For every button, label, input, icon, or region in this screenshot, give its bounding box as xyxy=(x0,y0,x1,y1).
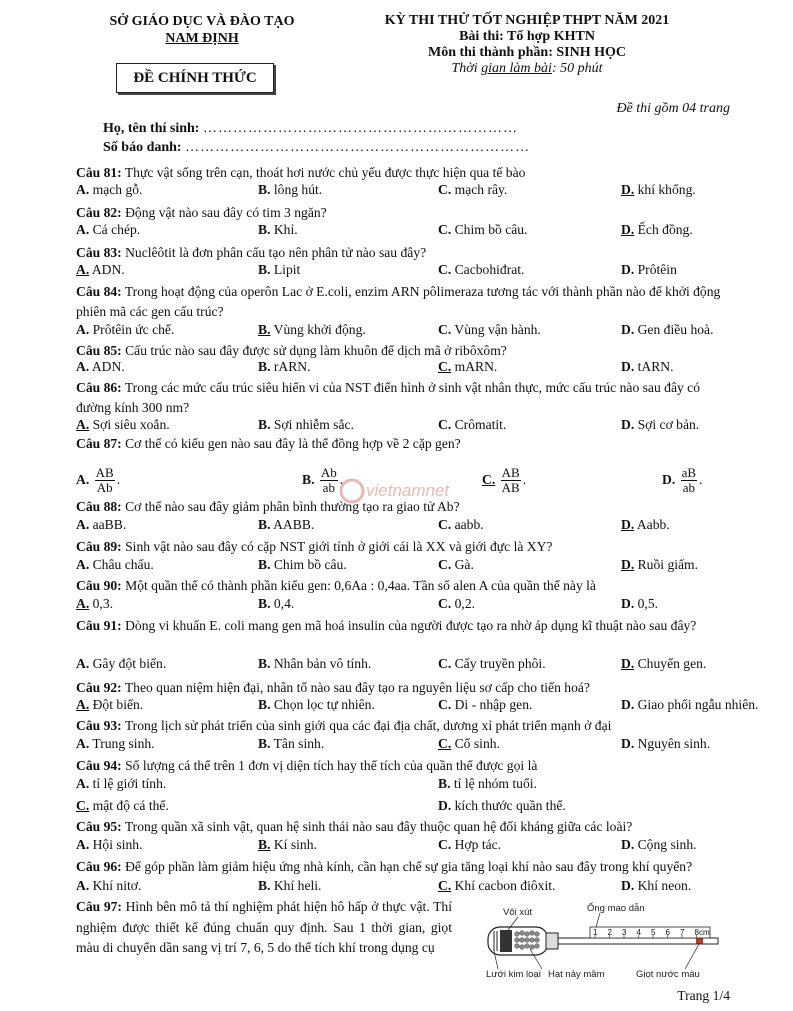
question xyxy=(76,716,736,736)
question-text: Cấu trúc nào sau đây được sử dụng làm khuôn để dịch mã ở ribôxôm? xyxy=(121,343,507,358)
fraction-denominator: ab xyxy=(322,480,335,496)
question-text: Trong các mức cấu trúc siêu hiển vi của NST điển hình ở sinh vật nhân thực, mức cấu trúc nào sau đây có đường kính 300 nm? xyxy=(76,380,701,415)
option-letter: C. xyxy=(438,417,452,432)
option-letter: C. xyxy=(438,262,452,277)
question xyxy=(76,756,736,776)
label-mesh: Lưới kim loại xyxy=(486,969,541,980)
option-letter: A. xyxy=(76,517,90,532)
option-text: mạch gỗ. xyxy=(89,182,143,197)
answer-option[interactable] xyxy=(258,415,354,435)
answer-option[interactable] xyxy=(438,796,566,816)
answer-option[interactable] xyxy=(76,320,174,340)
option-text: Châu chấu. xyxy=(89,557,154,572)
answer-option[interactable] xyxy=(621,734,710,754)
answer-option[interactable] xyxy=(258,734,324,754)
question-text: Hình bên mô tả thí nghiệm phát hiện hô hấp ở thực vật. Thí nghiệm được thiết kế đúng chuẩn quy định. Sau 1 thời gian, giọt màu di chuyển dần sang vị trí 7, 6, 5 do thể tích khí trong dụng cụ xyxy=(76,899,452,955)
answer-option[interactable] xyxy=(76,180,142,200)
answer-option[interactable] xyxy=(621,415,699,435)
candidate-id-dots: …………………………………………………………… xyxy=(185,140,531,155)
official-exam-box: ĐỀ CHÍNH THỨC xyxy=(116,63,274,93)
question-text: Một quần thể có thành phần kiểu gen: 0,6Aa : 0,4aa. Tần số alen A của quần thể này là xyxy=(121,578,596,593)
answer-option[interactable] xyxy=(258,594,294,614)
option-text: Chọn lọc tự nhiên. xyxy=(270,697,375,712)
option-letter: C. xyxy=(438,222,452,237)
answer-option[interactable] xyxy=(438,260,524,280)
answer-option[interactable] xyxy=(76,654,166,674)
option-letter: B. xyxy=(258,596,271,611)
option-text: Crômatit. xyxy=(451,417,507,432)
option-text: Cấy truyền phôi. xyxy=(451,656,546,671)
answer-option[interactable] xyxy=(76,515,126,535)
answer-option[interactable] xyxy=(621,320,714,340)
option-text: mật độ cá thể. xyxy=(89,798,169,813)
option-text: Cổ sinh. xyxy=(451,736,500,751)
option-text: Aabb. xyxy=(634,517,670,532)
scale-label: 8cm xyxy=(694,928,710,937)
option-letter: A. xyxy=(76,776,90,791)
exam-header xyxy=(352,13,702,77)
option-text: Cacbohiđrat. xyxy=(451,262,525,277)
option-letter: B. xyxy=(258,878,271,893)
scale-label: 5 xyxy=(651,928,656,937)
option-text: Hợp tác. xyxy=(451,837,502,852)
answer-option[interactable] xyxy=(438,415,506,435)
option-text: Đột biến. xyxy=(89,697,144,712)
option-text: Khí heli. xyxy=(270,878,322,893)
question-number: Câu 89: xyxy=(76,539,122,554)
option-text: Sợi nhiễm sắc. xyxy=(270,417,354,432)
watermark-text: vietnamnet xyxy=(366,481,450,500)
question-number: Câu 97: xyxy=(76,899,122,914)
option-letter: D. xyxy=(621,182,635,197)
option-letter: B. xyxy=(258,837,271,852)
label-lime: Vôi xút xyxy=(503,907,533,918)
option-letter: D. xyxy=(621,557,635,572)
option-text: Chim bồ câu. xyxy=(270,557,347,572)
option-letter: C. xyxy=(438,656,452,671)
scale-label: 3 xyxy=(622,928,627,937)
question-text: Cơ thể nào sau đây giảm phân bình thường tạo ra giao tử Ab? xyxy=(121,499,460,514)
option-letter: D. xyxy=(621,417,635,432)
question-97 xyxy=(76,897,452,959)
option-text: Nhân bản vô tính. xyxy=(270,656,372,671)
option-text: Lipit xyxy=(270,262,301,277)
question xyxy=(76,282,736,321)
option-text: Cá chép. xyxy=(89,222,141,237)
answer-option[interactable] xyxy=(621,695,758,715)
question xyxy=(76,537,736,557)
option-text: aabb. xyxy=(451,517,484,532)
question-number: Câu 90: xyxy=(76,578,122,593)
answer-option[interactable] xyxy=(258,835,317,855)
answer-option[interactable] xyxy=(76,835,142,855)
option-text: Khí cacbon điôxit. xyxy=(451,878,556,893)
option-letter: D. xyxy=(621,736,635,751)
option-letter: A. xyxy=(76,182,90,197)
question-text: Theo quan niệm hiện đại, nhân tố nào sau đây tạo ra nguyên liệu sơ cấp cho tiến hoá? xyxy=(121,680,590,695)
option-text: Di - nhập gen. xyxy=(451,697,533,712)
option-letter: B. xyxy=(258,736,271,751)
option-letter: B. xyxy=(258,557,271,572)
department-line-1: SỞ GIÁO DỤC VÀ ĐÀO TẠO xyxy=(109,14,295,29)
option-text: Khí neon. xyxy=(634,878,692,893)
scale-label: 4 xyxy=(636,928,641,937)
answer-option[interactable] xyxy=(621,515,670,535)
candidate-name-dots: ……………………………………………………… xyxy=(202,121,518,136)
genotype-fraction xyxy=(681,466,697,495)
option-letter: A. xyxy=(76,557,90,572)
question-number: Câu 86: xyxy=(76,380,122,395)
answer-option[interactable] xyxy=(258,695,375,715)
option-text: Ruồi giấm. xyxy=(634,557,699,572)
genotype-fraction xyxy=(95,466,115,495)
option-text: Khỉ. xyxy=(270,222,298,237)
question-number: Câu 87: xyxy=(76,436,122,451)
option-text: Gà. xyxy=(451,557,474,572)
answer-option[interactable] xyxy=(438,876,555,896)
option-letter: B. xyxy=(258,359,271,374)
answer-option[interactable] xyxy=(621,260,677,280)
option-text: Chim bồ câu. xyxy=(451,222,528,237)
answer-option[interactable] xyxy=(482,463,526,497)
option-text: mạch rây. xyxy=(451,182,508,197)
option-letter: B. xyxy=(258,697,271,712)
answer-option[interactable] xyxy=(302,463,343,497)
option-letter: C. xyxy=(438,557,452,572)
answer-option[interactable] xyxy=(258,515,314,535)
option-letter: A. xyxy=(76,656,90,671)
question-number: Câu 85: xyxy=(76,343,122,358)
option-text: Tân sinh. xyxy=(270,736,325,751)
scale-label: 6 xyxy=(665,928,670,937)
option-letter: A. xyxy=(76,596,90,611)
option-text: lông hút. xyxy=(270,182,323,197)
question-text: Cơ thể có kiểu gen nào sau đây là thể đồng hợp về 2 cặp gen? xyxy=(121,436,461,451)
question-number: Câu 95: xyxy=(76,819,122,834)
option-letter: B. xyxy=(438,776,451,791)
answer-option[interactable] xyxy=(258,555,347,575)
answer-option[interactable] xyxy=(662,463,702,497)
option-text: kích thước quần thể. xyxy=(451,798,566,813)
option-text: mARN. xyxy=(451,359,498,374)
answer-options xyxy=(76,654,736,674)
option-text: Prôtêin xyxy=(634,262,677,277)
answer-option[interactable] xyxy=(621,876,691,896)
option-letter: D. xyxy=(621,656,635,671)
answer-options xyxy=(76,695,759,715)
answer-options xyxy=(76,876,736,896)
option-text: Hội sinh. xyxy=(89,837,143,852)
option-letter: C. xyxy=(438,837,452,852)
option-text: 0,2. xyxy=(451,596,476,611)
answer-option[interactable] xyxy=(621,654,706,674)
pages-note: Đề thi gồm 04 trang xyxy=(616,101,730,116)
answer-option[interactable] xyxy=(76,876,141,896)
exam-title: KỲ THI THỬ TỐT NGHIỆP THPT NĂM 2021 xyxy=(384,13,670,28)
option-letter: D. xyxy=(621,596,635,611)
option-letter: A. xyxy=(76,697,90,712)
question-number: Câu 93: xyxy=(76,718,122,733)
option-letter: D. xyxy=(621,878,635,893)
answer-option[interactable] xyxy=(76,774,166,794)
option-letter: B. xyxy=(258,222,271,237)
option-letter: D. xyxy=(621,359,635,374)
exam-subject: Môn thi thành phần: SINH HỌC xyxy=(427,45,626,60)
answer-option[interactable] xyxy=(621,835,697,855)
fraction-numerator: Ab xyxy=(320,465,337,481)
candidate-id-label: Số báo danh: xyxy=(103,140,182,155)
option-text: Giao phối ngẫu nhiên. xyxy=(634,697,759,712)
label-capillary: Ống mao dẫn xyxy=(587,903,645,914)
answer-option[interactable] xyxy=(438,555,474,575)
option-text: tỉ lệ nhóm tuổi. xyxy=(450,776,537,791)
candidate-name-label: Họ, tên thí sinh: xyxy=(103,121,200,136)
scale-label: 2 xyxy=(607,928,612,937)
option-letter: C. xyxy=(438,517,452,532)
option-text: khí khổng. xyxy=(634,182,696,197)
answer-option[interactable] xyxy=(258,260,300,280)
answer-options xyxy=(76,357,736,377)
fraction-numerator: AB xyxy=(95,465,114,481)
answer-option[interactable] xyxy=(76,695,143,715)
answer-option[interactable] xyxy=(76,555,154,575)
question-number: Câu 92: xyxy=(76,680,122,695)
answer-option[interactable] xyxy=(258,654,371,674)
option-text: Sợi cơ bản. xyxy=(634,417,700,432)
question-text: Để góp phần làm giảm hiệu ứng nhà kính, cần hạn chế sự gia tăng loại khí nào sau đây trong khí quyển? xyxy=(121,859,693,874)
option-letter: A. xyxy=(76,878,90,893)
genotype-fraction xyxy=(501,466,521,495)
answer-options xyxy=(76,260,736,280)
answer-options xyxy=(76,220,736,240)
option-letter: C. xyxy=(482,472,496,487)
question xyxy=(76,576,736,596)
scale-label: 7 xyxy=(680,928,685,937)
answer-option[interactable] xyxy=(76,594,113,614)
answer-options xyxy=(76,835,736,855)
question-number: Câu 84: xyxy=(76,284,122,299)
answer-option[interactable] xyxy=(258,876,321,896)
fraction-denominator: AB xyxy=(501,480,520,496)
option-letter: D. xyxy=(438,798,452,813)
option-letter: C. xyxy=(438,322,452,337)
answer-option[interactable] xyxy=(438,180,507,200)
scale-label: 1 xyxy=(593,928,598,937)
option-text: 0,3. xyxy=(89,596,114,611)
exam-time: Thời gian làm bài: 50 phút xyxy=(451,61,603,76)
question-text: Trong lịch sử phát triển của sinh giới qua các đại địa chất, dương xỉ phát triển mạnh ở đại xyxy=(121,718,612,733)
question xyxy=(76,616,736,636)
answer-option[interactable] xyxy=(258,357,311,377)
answer-option[interactable] xyxy=(438,734,500,754)
question-text: Nuclêôtit là đơn phân cấu tạo nên phân tử nào sau đây? xyxy=(121,245,427,260)
question-number: Câu 83: xyxy=(76,245,122,260)
answer-option[interactable] xyxy=(438,695,532,715)
option-text: 0,4. xyxy=(270,596,295,611)
answer-option[interactable] xyxy=(76,357,125,377)
option-letter: C. xyxy=(438,596,452,611)
question xyxy=(76,434,736,454)
label-seeds: Hạt nảy mầm xyxy=(548,969,605,980)
option-letter: C. xyxy=(76,798,90,813)
answer-option[interactable] xyxy=(438,594,475,614)
option-period: . xyxy=(339,472,344,487)
option-text: Khí nitơ. xyxy=(89,878,142,893)
option-letter: D. xyxy=(621,262,635,277)
option-text: AABB. xyxy=(270,517,315,532)
option-letter: B. xyxy=(302,472,315,487)
answer-option[interactable] xyxy=(258,180,322,200)
exam-part: Bài thi: Tổ hợp KHTN xyxy=(459,29,595,44)
option-text: Prôtêin ức chế. xyxy=(89,322,175,337)
answer-option[interactable] xyxy=(76,796,169,816)
question-text: Trong quần xã sinh vật, quan hệ sinh thái nào sau đây thuộc quan hệ đối kháng giữa các loài? xyxy=(121,819,633,834)
candidate-name-line xyxy=(103,121,518,137)
question-text: Số lượng cá thể trên 1 đơn vị diện tích hay thể tích của quần thể được gọi là xyxy=(121,758,538,773)
fraction-denominator: ab xyxy=(682,480,695,496)
question-number: Câu 82: xyxy=(76,205,122,220)
option-period: . xyxy=(522,472,527,487)
answer-option[interactable] xyxy=(621,180,696,200)
answer-option[interactable] xyxy=(621,357,674,377)
answer-option[interactable] xyxy=(258,320,366,340)
option-letter: A. xyxy=(76,837,90,852)
option-text: Kí sinh. xyxy=(270,837,317,852)
option-letter: C. xyxy=(438,697,452,712)
answer-option[interactable] xyxy=(76,220,140,240)
question-text: Động vật nào sau đây có tim 3 ngăn? xyxy=(121,205,327,220)
candidate-id-line xyxy=(103,140,530,156)
question xyxy=(76,857,736,877)
option-letter: C. xyxy=(438,878,452,893)
option-letter: B. xyxy=(258,517,271,532)
answer-option[interactable] xyxy=(621,220,693,240)
option-period: . xyxy=(699,472,703,487)
answer-option[interactable] xyxy=(621,594,658,614)
option-letter: A. xyxy=(76,222,90,237)
answer-option[interactable] xyxy=(438,774,537,794)
option-letter: A. xyxy=(76,417,90,432)
option-text: Cộng sinh. xyxy=(634,837,697,852)
option-letter: C. xyxy=(438,182,452,197)
question-number: Câu 81: xyxy=(76,165,122,180)
answer-option[interactable] xyxy=(76,260,125,280)
question-number: Câu 94: xyxy=(76,758,122,773)
answer-options xyxy=(76,320,736,340)
option-text: Gen điều hoà. xyxy=(634,322,714,337)
option-letter: B. xyxy=(258,417,271,432)
question xyxy=(76,817,736,837)
option-text: Vùng vận hành. xyxy=(451,322,541,337)
option-letter: D. xyxy=(621,322,635,337)
answer-option[interactable] xyxy=(438,320,541,340)
option-letter: D. xyxy=(621,697,635,712)
option-letter: C. xyxy=(438,736,452,751)
option-text: Ếch đồng. xyxy=(634,222,693,237)
question-text: Sinh vật nào sau đây có cặp NST giới tính ở giới cái là XX và giới đực là XY? xyxy=(121,539,553,554)
option-letter: A. xyxy=(76,262,90,277)
option-text: rARN. xyxy=(270,359,311,374)
answer-option[interactable] xyxy=(438,220,528,240)
option-letter: A. xyxy=(76,472,90,487)
answer-options xyxy=(76,415,736,435)
answer-option[interactable] xyxy=(438,835,501,855)
question-number: Câu 96: xyxy=(76,859,122,874)
option-text: Vùng khởi động. xyxy=(270,322,366,337)
option-period: . xyxy=(116,472,121,487)
question-text: Dòng vi khuẩn E. coli mang gen mã hoá insulin của người được tạo ra nhờ áp dụng kĩ thuật nào sau đây? xyxy=(121,618,697,633)
option-letter: D. xyxy=(662,472,676,487)
answer-options xyxy=(76,594,736,614)
question-number: Câu 88: xyxy=(76,499,122,514)
question xyxy=(76,378,736,417)
option-text: Trung sinh. xyxy=(89,736,155,751)
option-letter: A. xyxy=(76,359,90,374)
answer-options xyxy=(76,180,736,200)
answer-option[interactable] xyxy=(76,463,120,497)
answer-option[interactable] xyxy=(258,220,298,240)
question-text: Trong hoạt động của operôn Lac ở E.coli, enzim ARN pôlimeraza tương tác với thành phần nào để khởi động phiên mã các gen cấu trúc? xyxy=(76,284,721,319)
answer-option[interactable] xyxy=(621,555,698,575)
answer-option[interactable] xyxy=(76,734,155,754)
option-letter: D. xyxy=(621,837,635,852)
option-text: 0,5. xyxy=(634,596,659,611)
option-text: Chuyển gen. xyxy=(634,656,707,671)
answer-option[interactable] xyxy=(76,415,170,435)
label-drop: Giọt nước màu xyxy=(636,969,700,980)
answer-option[interactable] xyxy=(438,654,546,674)
fraction-numerator: aB xyxy=(681,465,697,481)
department-header xyxy=(92,13,312,47)
option-text: aaBB. xyxy=(89,517,127,532)
page-number: Trang 1/4 xyxy=(677,988,730,1003)
option-text: Nguyên sinh. xyxy=(634,736,711,751)
department-line-2: NAM ĐỊNH xyxy=(165,31,239,46)
option-letter: B. xyxy=(258,182,271,197)
option-letter: D. xyxy=(621,517,635,532)
option-text: ADN. xyxy=(89,262,125,277)
fraction-denominator: Ab xyxy=(96,480,113,496)
option-letter: B. xyxy=(258,322,271,337)
option-text: tỉ lệ giới tính. xyxy=(89,776,167,791)
question-text: Thực vật sống trên cạn, thoát hơi nước chủ yếu được thực hiện qua tế bào xyxy=(121,165,526,180)
answer-options xyxy=(76,734,736,754)
option-text: Gây đột biến. xyxy=(89,656,167,671)
option-letter: C. xyxy=(438,359,452,374)
option-letter: A. xyxy=(76,322,90,337)
genotype-fraction xyxy=(320,466,338,495)
option-text: ADN. xyxy=(89,359,125,374)
option-letter: B. xyxy=(258,262,271,277)
vietnamnet-watermark xyxy=(338,465,458,520)
answer-options xyxy=(76,796,736,816)
fraction-numerator: AB xyxy=(501,465,520,481)
option-letter: A. xyxy=(76,736,90,751)
option-text: Sợi siêu xoắn. xyxy=(89,417,170,432)
answer-option[interactable] xyxy=(438,357,497,377)
option-letter: B. xyxy=(258,656,271,671)
answer-options xyxy=(76,774,736,794)
answer-options xyxy=(76,555,736,575)
option-text: tARN. xyxy=(634,359,674,374)
option-letter: D. xyxy=(621,222,635,237)
question-number: Câu 91: xyxy=(76,618,122,633)
